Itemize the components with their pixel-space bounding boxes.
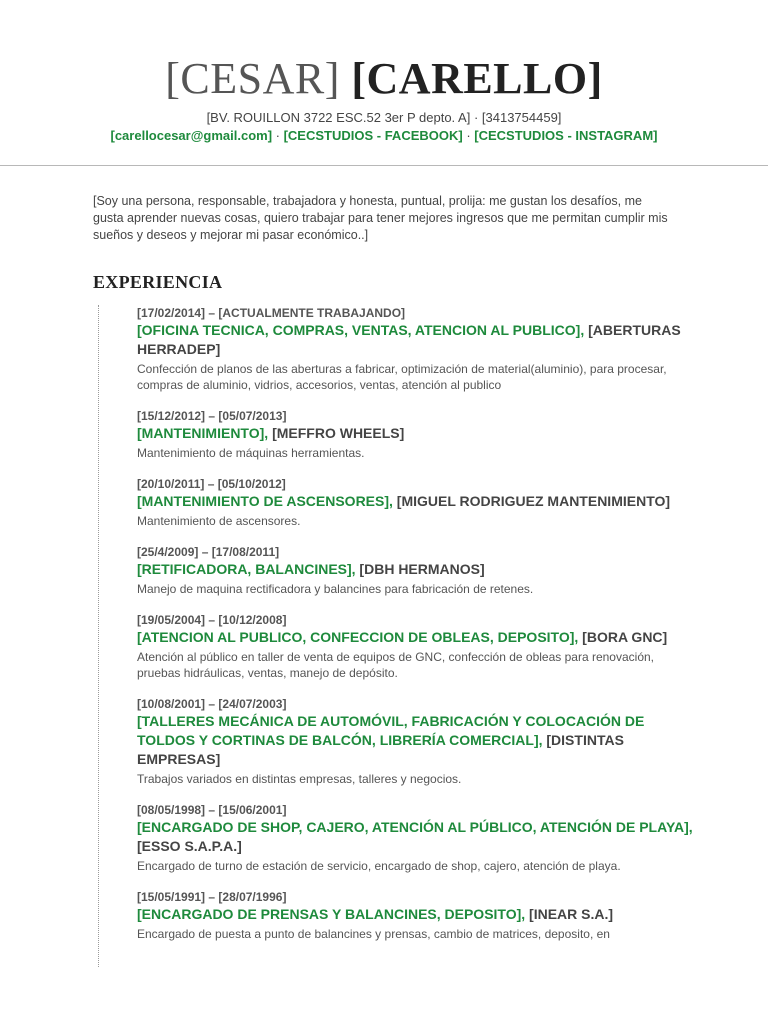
- job-company: [ESSO S.A.P.A.]: [137, 838, 242, 854]
- contact-separator: ·: [272, 128, 284, 143]
- job-role: [OFICINA TECNICA, COMPRAS, VENTAS, ATENCION AL PUBLICO],: [137, 322, 585, 338]
- job-description: Encargado de turno de estación de servicio, encargado de shop, cajero, atención de playa.: [137, 859, 621, 873]
- job-company: [BORA GNC]: [578, 629, 668, 645]
- job-role: [RETIFICADORA, BALANCINES],: [137, 561, 356, 577]
- resume-header: [0, 0, 768, 143]
- job-title: [137, 560, 697, 579]
- header-divider: [0, 165, 768, 166]
- job-title: [137, 712, 697, 769]
- job-title: [137, 628, 697, 647]
- job-title: [137, 321, 697, 359]
- job-dates: [15/12/2012] – [05/07/2013]: [137, 409, 287, 423]
- job-dates: [19/05/2004] – [10/12/2008]: [137, 613, 287, 627]
- job-dates: [17/02/2014] – [ACTUALMENTE TRABAJANDO]: [137, 306, 406, 320]
- job-company: [INEAR S.A.]: [525, 906, 614, 922]
- job-company: [DISTINTAS EMPRESAS]: [137, 732, 624, 767]
- job-description: Encargado de puesta a punto de balancines y prensas, cambio de matrices, deposito, en: [137, 927, 610, 941]
- job-title: [137, 818, 697, 856]
- timeline-line: [98, 305, 99, 967]
- job-entry: [137, 889, 697, 942]
- first-name: [CESAR]: [165, 54, 340, 103]
- job-entry: [137, 612, 697, 681]
- address-phone: [BV. ROUILLON 3722 ESC.52 3er P depto. A] · [3413754459]: [206, 110, 562, 125]
- job-description: Mantenimiento de máquinas herramientas.: [137, 446, 365, 460]
- job-dates: [20/10/2011] – [05/10/2012]: [137, 477, 286, 491]
- job-description: Trabajos variados en distintas empresas, talleres y negocios.: [137, 772, 462, 786]
- job-company: [MIGUEL RODRIGUEZ MANTENIMIENTO]: [392, 493, 671, 509]
- job-company: [MEFFRO WHEELS]: [268, 425, 405, 441]
- experience-list: [137, 305, 697, 957]
- job-entry: [137, 305, 697, 393]
- job-description: Mantenimiento de ascensores.: [137, 514, 301, 528]
- contact-separator: ·: [462, 128, 475, 143]
- facebook-link[interactable]: [CECSTUDIOS - FACEBOOK]: [283, 128, 463, 143]
- email-link[interactable]: [carellocesar@gmail.com]: [110, 128, 273, 143]
- job-entry: [137, 408, 697, 461]
- instagram-link[interactable]: [CECSTUDIOS - INSTAGRAM]: [474, 128, 658, 143]
- job-dates: [15/05/1991] – [28/07/1996]: [137, 890, 287, 904]
- profile-summary: [Soy una persona, responsable, trabajadora y honesta, puntual, prolija: me gustan los desafíos, me gusta aprender nuevas cosas, quiero trabajar para tener mejores ingresos que me permitan cumplir mis sueños y deseos y mejorar mi pasar económico..]: [93, 194, 668, 242]
- job-title: [137, 492, 697, 511]
- job-entry: [137, 544, 697, 597]
- job-title: [137, 424, 697, 443]
- job-description: Confección de planos de las aberturas a fabricar, optimización de material(aluminio), para procesar, compras de aluminio, vidrios, accesorios, ventas, atención al publico: [137, 362, 667, 392]
- job-role: [ENCARGADO DE SHOP, CAJERO, ATENCIÓN AL PÚBLICO, ATENCIÓN DE PLAYA],: [137, 819, 693, 835]
- job-entry: [137, 802, 697, 874]
- contact-links: [0, 128, 768, 143]
- job-dates: [25/4/2009] – [17/08/2011]: [137, 545, 280, 559]
- job-title: [137, 905, 697, 924]
- last-name: [CARELLO]: [351, 54, 603, 103]
- job-description: Atención al público en taller de venta de equipos de GNC, confección de obleas para renovación, pruebas hidráulicas, ventas, manejo de depósito.: [137, 650, 655, 680]
- experience-heading: EXPERIENCIA: [93, 272, 223, 292]
- applicant-name: [0, 56, 768, 102]
- job-role: [TALLERES MECÁNICA DE AUTOMÓVIL, FABRICACIÓN Y COLOCACIÓN DE TOLDOS Y CORTINAS DE BALCÓN, LIBRERÍA COMERCIAL],: [137, 713, 645, 748]
- job-role: [MANTENIMIENTO],: [137, 425, 269, 441]
- job-role: [ATENCION AL PUBLICO, CONFECCION DE OBLEAS, DEPOSITO],: [137, 629, 579, 645]
- job-entry: [137, 696, 697, 787]
- job-company: [ABERTURAS HERRADEP]: [137, 322, 681, 357]
- job-role: [MANTENIMIENTO DE ASCENSORES],: [137, 493, 393, 509]
- job-dates: [08/05/1998] – [15/06/2001]: [137, 803, 287, 817]
- job-description: Manejo de maquina rectificadora y balancines para fabricación de retenes.: [137, 582, 534, 596]
- job-dates: [10/08/2001] – [24/07/2003]: [137, 697, 287, 711]
- job-company: [DBH HERMANOS]: [355, 561, 485, 577]
- job-role: [ENCARGADO DE PRENSAS Y BALANCINES, DEPOSITO],: [137, 906, 526, 922]
- job-entry: [137, 476, 697, 529]
